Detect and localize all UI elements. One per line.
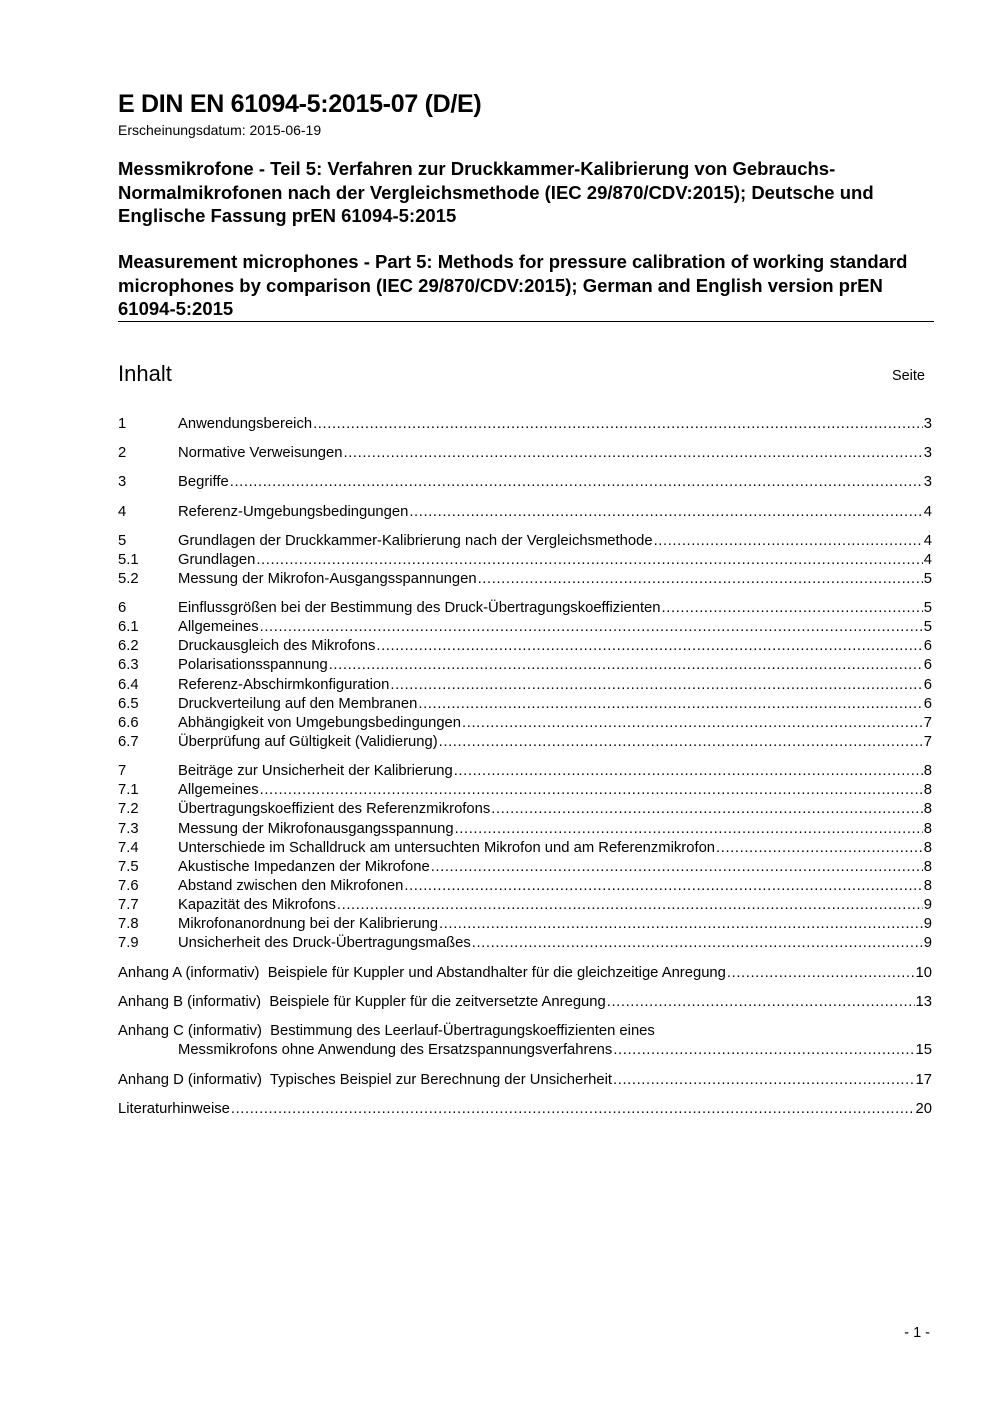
leader-dots	[409, 504, 922, 520]
toc-annex-continuation[interactable]	[118, 1042, 932, 1061]
toc-entry-number: 7.5	[118, 859, 139, 875]
toc-entry-label: Allgemeines	[178, 619, 259, 635]
toc-annex-label: Anhang C (informativ) Bestimmung des Leerlauf-Übertragungskoeffizienten eines	[118, 1023, 655, 1039]
leader-dots	[455, 821, 923, 837]
toc-entry-label: Einflussgrößen bei der Bestimmung des Druck-Übertragungskoeffizienten	[178, 600, 661, 616]
toc-entry-number: 6.6	[118, 715, 139, 731]
title-german: Messmikrofone - Teil 5: Verfahren zur Druckkammer-Kalibrierung von Gebrauchs-Normalmikrofonen nach der Vergleichsmethode (IEC 29/870/CDV:2015); Deutsche und Englische Fassung prEN 61094-5:2015	[118, 158, 874, 226]
toc-entry-label: Akustische Impedanzen der Mikrofone	[178, 859, 430, 875]
leader-dots	[654, 533, 923, 549]
toc-entry-page: 8	[923, 859, 932, 875]
leader-dots	[431, 859, 923, 875]
toc-annex-entry[interactable]	[118, 965, 932, 984]
toc-entry-page: 3	[923, 416, 932, 432]
toc-entry-number: 6	[118, 600, 127, 616]
toc-entry-page: 5	[923, 571, 932, 587]
toc-entry-number: 7	[118, 763, 127, 779]
toc-entry-page: 8	[923, 878, 932, 894]
toc-entry-number: 6.1	[118, 619, 139, 635]
leader-dots	[344, 445, 923, 461]
toc-bibliography-entry[interactable]	[118, 1101, 932, 1120]
toc-entry-label: Unsicherheit des Druck-Übertragungsmaßes	[178, 935, 471, 951]
toc-entry[interactable]	[118, 619, 932, 638]
leader-dots	[337, 897, 923, 913]
toc-entry-number: 7.2	[118, 801, 139, 817]
leader-dots	[418, 696, 922, 712]
toc-entry[interactable]	[118, 859, 932, 878]
toc-entry-page: 8	[923, 763, 932, 779]
toc-entry-label: Messung der Mikrofonausgangsspannung	[178, 821, 454, 837]
toc-entry-number: 7.9	[118, 935, 139, 951]
toc-entry-label: Beiträge zur Unsicherheit der Kalibrierung	[178, 763, 453, 779]
toc-entry-label: Überprüfung auf Gültigkeit (Validierung)	[178, 734, 438, 750]
toc-entry-page: 17	[915, 1072, 932, 1088]
toc-entry-page: 13	[915, 994, 932, 1010]
toc-entry-label: Normative Verweisungen	[178, 445, 343, 461]
toc-entry-page: 4	[923, 504, 932, 520]
toc-entry-page: 3	[923, 474, 932, 490]
toc-entry[interactable]	[118, 878, 932, 897]
toc-entry-page: 5	[923, 619, 932, 635]
toc-entry-number: 7.3	[118, 821, 139, 837]
toc-entry[interactable]	[118, 571, 932, 590]
leader-dots	[231, 1101, 915, 1117]
toc-annex-entry[interactable]	[118, 1072, 932, 1091]
toc-entry-label: Mikrofonanordnung bei der Kalibrierung	[178, 916, 438, 932]
leader-dots	[662, 600, 923, 616]
toc-entry-page: 6	[923, 677, 932, 693]
leader-dots	[260, 782, 923, 798]
toc-entry[interactable]	[118, 916, 932, 935]
toc-entry[interactable]	[118, 801, 932, 820]
toc-annex-label: Anhang D (informativ) Typisches Beispiel zur Berechnung der Unsicherheit	[118, 1072, 613, 1088]
toc-entry[interactable]	[118, 935, 932, 954]
toc-entry-label: Unterschiede im Schalldruck am untersuchten Mikrofon und am Referenzmikrofon	[178, 840, 716, 856]
toc-entry-page: 9	[923, 916, 932, 932]
toc-entry[interactable]	[118, 897, 932, 916]
toc-entry-page: 8	[923, 840, 932, 856]
toc-entry-label: Referenz-Umgebungsbedingungen	[178, 504, 409, 520]
toc-entry[interactable]	[118, 840, 932, 859]
toc-entry-label: Kapazität des Mikrofons	[178, 897, 336, 913]
leader-dots	[607, 994, 915, 1010]
toc-entry-number: 3	[118, 474, 127, 490]
toc-entry[interactable]	[118, 734, 932, 753]
page-number: - 1 -	[904, 1325, 930, 1341]
leader-dots	[472, 935, 923, 951]
toc-entry-label: Anwendungsbereich	[178, 416, 313, 432]
toc-entry-number: 2	[118, 445, 127, 461]
leader-dots	[439, 734, 923, 750]
toc-entry-label: Polarisationsspannung	[178, 657, 328, 673]
toc-entry-page: 6	[923, 638, 932, 654]
leader-dots	[454, 763, 923, 779]
toc-entry[interactable]	[118, 638, 932, 657]
toc-entry-number: 6.7	[118, 734, 139, 750]
toc-entry-number: 6.2	[118, 638, 139, 654]
toc-entry-number: 7.4	[118, 840, 139, 856]
toc-entry-page: 8	[923, 782, 932, 798]
toc-entry-label: Abhängigkeit von Umgebungsbedingungen	[178, 715, 462, 731]
toc-entry-number: 5.1	[118, 552, 139, 568]
document-id: E DIN EN 61094-5:2015-07 (D/E)	[118, 90, 482, 118]
leader-dots	[439, 916, 923, 932]
toc-entry[interactable]	[118, 552, 932, 571]
toc-entry-page: 4	[923, 552, 932, 568]
toc-entry[interactable]	[118, 504, 932, 523]
toc-entry[interactable]	[118, 445, 932, 464]
title-english: Measurement microphones - Part 5: Methods for pressure calibration of working standard microphones by comparison (IEC 29/870/CDV:2015); German and English version prEN 61094-5:2015	[118, 251, 908, 319]
leader-dots	[390, 677, 922, 693]
toc-heading: Inhalt	[118, 361, 172, 386]
toc-entry-page: 9	[923, 935, 932, 951]
title-divider	[118, 321, 934, 322]
leader-dots	[613, 1072, 915, 1088]
toc-page-column-label: Seite	[891, 368, 925, 384]
leader-dots	[260, 619, 923, 635]
toc-entry-number: 7.7	[118, 897, 139, 913]
toc-entry[interactable]	[118, 416, 932, 435]
toc-entry-number: 4	[118, 504, 127, 520]
toc-entry[interactable]	[118, 715, 932, 734]
toc-entry-label: Druckausgleich des Mikrofons	[178, 638, 376, 654]
toc-entry-number: 7.1	[118, 782, 139, 798]
toc-entry-number: 1	[118, 416, 127, 432]
toc-entry-page: 8	[923, 821, 932, 837]
toc-entry-label: Referenz-Abschirmkonfiguration	[178, 677, 390, 693]
toc-entry-page: 6	[923, 696, 932, 712]
leader-dots	[478, 571, 923, 587]
toc-entry-page: 10	[915, 965, 932, 981]
toc-entry-page: 3	[923, 445, 932, 461]
toc-entry[interactable]	[118, 657, 932, 676]
toc-entry-page: 5	[923, 600, 932, 616]
toc-entry-number: 7.8	[118, 916, 139, 932]
leader-dots	[329, 657, 923, 673]
toc-entry-page: 15	[915, 1042, 932, 1058]
leader-dots	[491, 801, 922, 817]
toc-annex-continuation-label: Messmikrofons ohne Anwendung des Ersatzspannungsverfahrens	[178, 1042, 613, 1058]
toc-annex-entry[interactable]	[118, 1023, 932, 1042]
leader-dots	[376, 638, 922, 654]
toc-entry[interactable]	[118, 763, 932, 782]
toc-entry-label: Begriffe	[178, 474, 229, 490]
toc-entry-page: 4	[923, 533, 932, 549]
toc-entry-page: 20	[915, 1101, 932, 1117]
leader-dots	[404, 878, 922, 894]
toc-annex-label: Anhang A (informativ) Beispiele für Kuppler und Abstandhalter für die gleichzeitige Anregung	[118, 965, 726, 981]
toc-entry-label: Übertragungskoeffizient des Referenzmikrofons	[178, 801, 491, 817]
leader-dots	[313, 416, 923, 432]
toc-entry[interactable]	[118, 600, 932, 619]
toc-annex-label: Literaturhinweise	[118, 1101, 230, 1117]
toc-entry-label: Druckverteilung auf den Membranen	[178, 696, 418, 712]
toc-entry[interactable]	[118, 533, 932, 552]
toc-entry-page: 8	[923, 801, 932, 817]
toc-annex-label: Anhang B (informativ) Beispiele für Kuppler für die zeitversetzte Anregung	[118, 994, 606, 1010]
toc-annex-entry[interactable]	[118, 994, 932, 1013]
publication-date: Erscheinungsdatum: 2015-06-19	[118, 122, 322, 138]
toc-entry-label: Messung der Mikrofon-Ausgangsspannungen	[178, 571, 477, 587]
toc-entry[interactable]	[118, 696, 932, 715]
leader-dots	[230, 474, 923, 490]
toc-entry-number: 6.3	[118, 657, 139, 673]
toc-entry-label: Grundlagen der Druckkammer-Kalibrierung nach der Vergleichsmethode	[178, 533, 653, 549]
leader-dots	[716, 840, 923, 856]
leader-dots	[256, 552, 922, 568]
toc-entry-number: 5	[118, 533, 127, 549]
toc-entry-number: 7.6	[118, 878, 139, 894]
toc-entry-label: Grundlagen	[178, 552, 256, 568]
toc-entry[interactable]	[118, 821, 932, 840]
toc-entry[interactable]	[118, 474, 932, 493]
leader-dots	[613, 1042, 914, 1058]
toc-entry-number: 6.5	[118, 696, 139, 712]
toc-entry[interactable]	[118, 677, 932, 696]
toc-entry-number: 5.2	[118, 571, 139, 587]
toc-entry[interactable]	[118, 782, 932, 801]
toc-entry-page: 9	[923, 897, 932, 913]
leader-dots	[727, 965, 915, 981]
toc-entry-page: 7	[923, 734, 932, 750]
toc-entry-page: 6	[923, 657, 932, 673]
toc-entry-number: 6.4	[118, 677, 139, 693]
toc-entry-page: 7	[923, 715, 932, 731]
toc-entry-label: Allgemeines	[178, 782, 259, 798]
leader-dots	[462, 715, 923, 731]
toc-entry-label: Abstand zwischen den Mikrofonen	[178, 878, 404, 894]
